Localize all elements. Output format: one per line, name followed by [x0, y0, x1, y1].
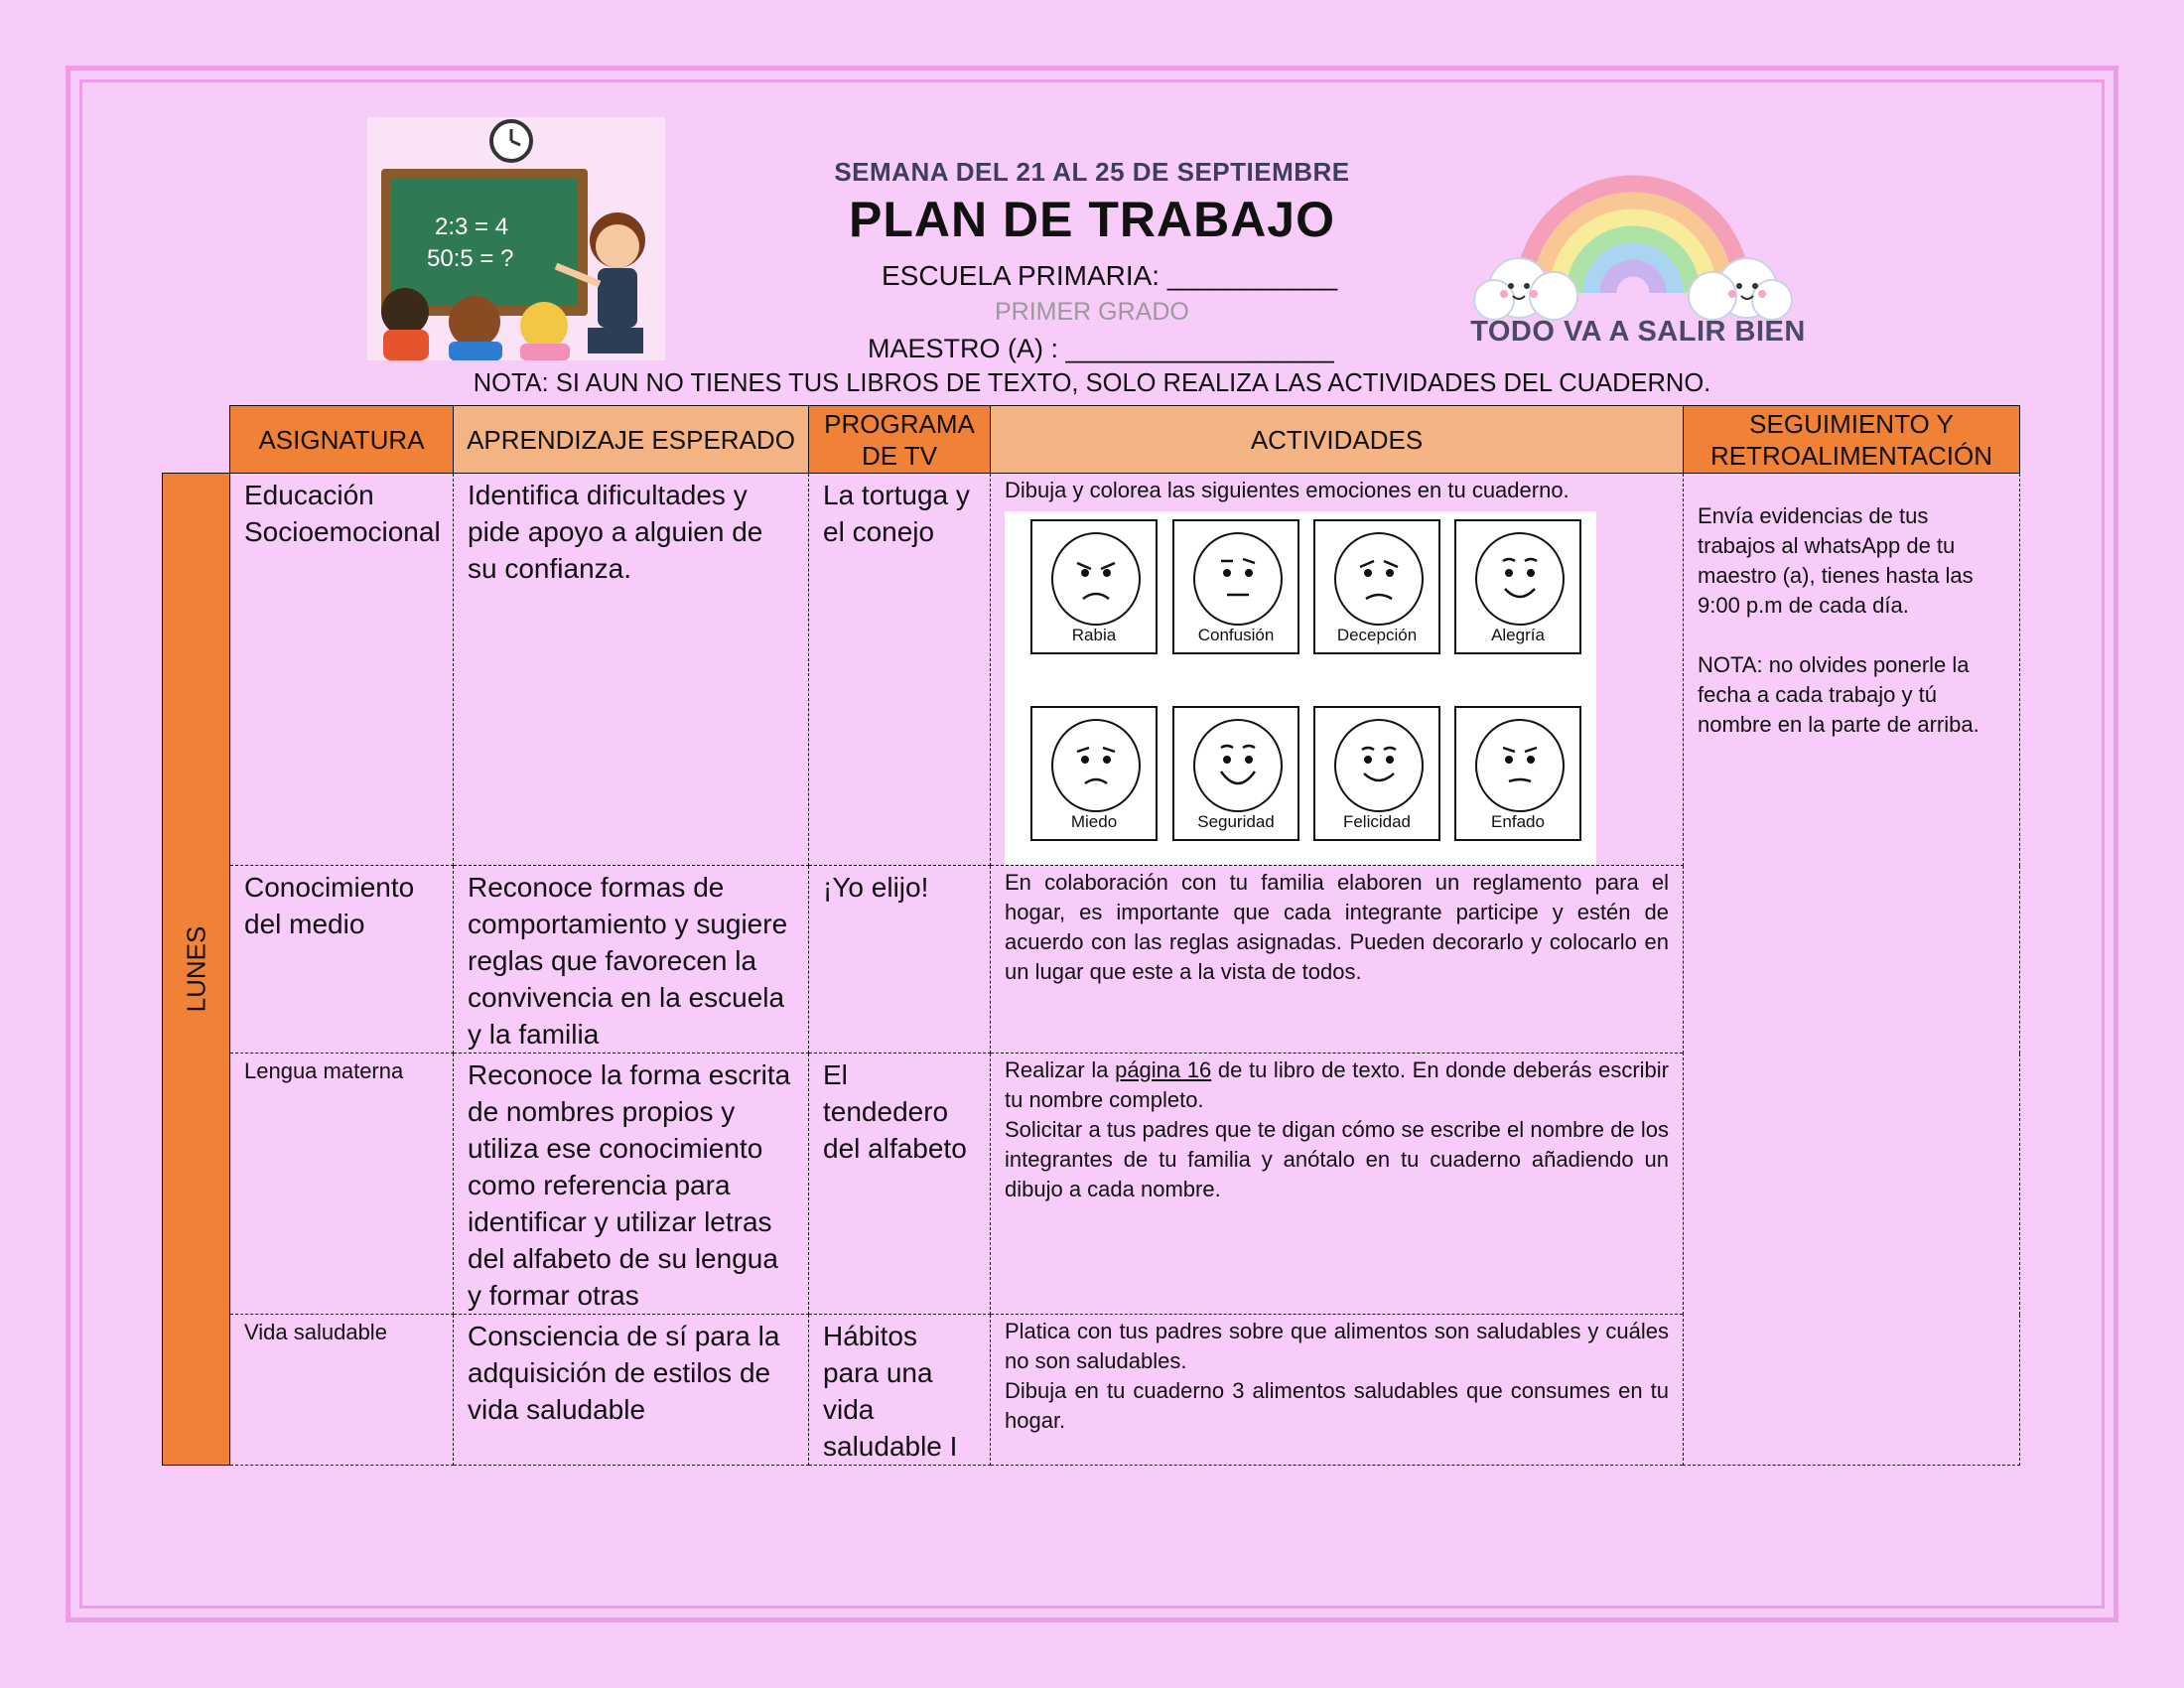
- day-label: LUNES: [181, 925, 210, 1013]
- activity-text: [1005, 1055, 1669, 1115]
- activity-cell: [991, 1054, 1684, 1315]
- emotion-label: Seguridad: [1197, 812, 1275, 831]
- face-icon: [1332, 714, 1426, 813]
- emotion-label: Enfado: [1491, 812, 1545, 831]
- teacher-field: MAESTRO (A) : __________________: [868, 334, 1334, 363]
- subject-cell: Lengua materna: [230, 1054, 454, 1315]
- emotions-chart: [1005, 511, 1596, 865]
- activity-cell: [991, 474, 1684, 866]
- emotion-label: Felicidad: [1342, 812, 1412, 831]
- emotion-face: [1172, 706, 1299, 841]
- tv-program-cell: El tendedero del alfabeto: [809, 1054, 991, 1315]
- chalkboard-text-2: 50:5 = ?: [427, 245, 514, 272]
- emotion-label: Confusión: [1197, 626, 1275, 644]
- header-subject: ASIGNATURA: [230, 406, 454, 474]
- activity-text-post: de tu libro de texto. En donde deberás escribir tu nombre completo.: [1005, 1057, 1670, 1112]
- emotion-face: [1030, 519, 1158, 654]
- learning-cell: Reconoce la forma escrita de nombres propios y utiliza ese conocimiento como referencia para identificar y utilizar letras del alfabeto de su lengua y formar otras: [454, 1054, 809, 1315]
- subject-cell: Vida saludable: [230, 1315, 454, 1466]
- activity-cell: [991, 1315, 1684, 1466]
- page-title: PLAN DE TRABAJO: [848, 192, 1336, 247]
- feedback-cell: [1684, 474, 2020, 1466]
- face-icon: [1049, 527, 1143, 627]
- learning-cell: Reconoce formas de comportamiento y sugiere reglas que favorecen la convivencia en la escuela y la familia: [454, 866, 809, 1054]
- header-learning: APRENDIZAJE ESPERADO: [454, 406, 809, 474]
- face-icon: [1191, 527, 1285, 627]
- header-feedback-line2: RETROALIMENTACIÓN: [1709, 440, 1993, 471]
- learning-cell: Identifica dificultades y pide apoyo a alguien de su confianza.: [454, 474, 809, 866]
- work-plan-table: [162, 405, 2020, 1466]
- tv-program-cell: Hábitos para una vida saludable I: [809, 1315, 991, 1466]
- header-activities: ACTIVIDADES: [991, 406, 1684, 474]
- activity-text-pre: Realizar la: [1005, 1057, 1116, 1082]
- subject-cell: Educación Socioemocional: [230, 474, 454, 866]
- face-icon: [1473, 527, 1567, 627]
- activity-text: Platica con tus padres sobre que alimentos son saludables y cuáles no son saludables.: [1005, 1319, 1669, 1373]
- week-label: SEMANA DEL 21 AL 25 DE SEPTIEMBRE: [834, 157, 1350, 187]
- activity-text-2: Solicitar a tus padres que te digan cómo se escribe el nombre de los integrantes de tu familia y anótalo en tu cuaderno añadiendo un dibujo a cada nombre.: [1005, 1117, 1669, 1201]
- emotion-face: [1172, 519, 1299, 654]
- header-feedback: [1684, 406, 2020, 474]
- emotion-face: [1454, 706, 1581, 841]
- chalkboard-text-1: 2:3 = 4: [435, 213, 509, 240]
- header-feedback-line1: SEGUIMIENTO Y: [1749, 408, 1954, 439]
- table-row: [163, 474, 2020, 866]
- tv-program-cell: ¡Yo elijo!: [809, 866, 991, 1054]
- header-spacer: [163, 406, 230, 474]
- feedback-text-2: NOTA: no olvides ponerle la fecha a cada trabajo y tú nombre en la parte de arriba.: [1698, 652, 1979, 737]
- emotion-face: [1313, 706, 1440, 841]
- emotion-face: [1313, 519, 1440, 654]
- day-cell: [163, 474, 230, 1466]
- header-tv-program: [809, 406, 991, 474]
- emotion-label: Alegría: [1491, 626, 1545, 644]
- face-icon: [1191, 714, 1285, 813]
- subject-cell: Conocimiento del medio: [230, 866, 454, 1054]
- emotion-face: [1030, 706, 1158, 841]
- grade-label: PRIMER GRADO: [995, 298, 1189, 326]
- learning-cell: Consciencia de sí para la adquisición de estilos de vida saludable: [454, 1315, 809, 1466]
- textbook-note: NOTA: SI AUN NO TIENES TUS LIBROS DE TEXTO, SOLO REALIZA LAS ACTIVIDADES DEL CUADERNO.: [473, 369, 1711, 397]
- school-field: ESCUELA PRIMARIA: ___________: [882, 260, 1338, 291]
- face-icon: [1473, 714, 1567, 813]
- tv-program-cell: La tortuga y el conejo: [809, 474, 991, 866]
- header-tv-line2: DE TV: [861, 440, 938, 471]
- emotion-label: Rabia: [1071, 626, 1117, 644]
- emotion-face: [1454, 519, 1581, 654]
- activity-text: Dibuja y colorea las siguientes emociones en tu cuaderno.: [1005, 478, 1570, 502]
- face-icon: [1332, 527, 1426, 627]
- textbook-page-link: página 16: [1115, 1057, 1212, 1082]
- face-icon: [1049, 714, 1143, 813]
- feedback-text-1: Envía evidencias de tus trabajos al whatsApp de tu maestro (a), tienes hasta las 9:00 p.m de cada día.: [1698, 503, 1974, 618]
- slogan: TODO VA A SALIR BIEN: [1470, 316, 1806, 348]
- header-tv-line1: PROGRAMA: [824, 408, 975, 439]
- activity-cell: En colaboración con tu familia elaboren un reglamento para el hogar, es importante que cada integrante participe y estén de acuerdo con las reglas asignadas. Pueden decorarlo y colocarlo en un lugar que este a la vista de todos.: [991, 866, 1684, 1054]
- emotion-label: Decepción: [1336, 626, 1418, 644]
- emotion-label: Miedo: [1070, 812, 1118, 831]
- activity-text-2: Dibuja en tu cuaderno 3 alimentos saludables que consumes en tu hogar.: [1005, 1378, 1669, 1433]
